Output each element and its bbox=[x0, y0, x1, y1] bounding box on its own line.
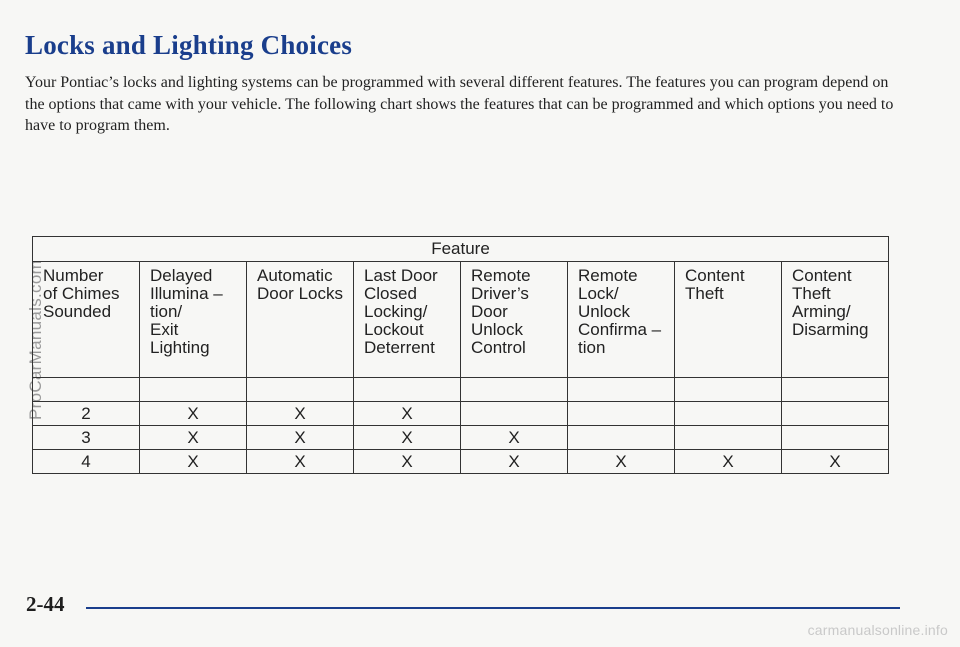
table-cell bbox=[33, 378, 140, 402]
table-cell bbox=[140, 378, 247, 402]
table-cell: X bbox=[354, 402, 461, 426]
column-header bbox=[354, 262, 461, 378]
table-cell bbox=[568, 378, 675, 402]
table-cell bbox=[568, 402, 675, 426]
table-cell: 3 bbox=[33, 426, 140, 450]
column-header-label: Delayed Illumina – tion/ Exit Lighting bbox=[150, 266, 223, 357]
table-cell: X bbox=[140, 426, 247, 450]
table-cell: X bbox=[461, 450, 568, 474]
intro-paragraph: Your Pontiac’s locks and lighting systems can be programmed with several different features. The features you can program depend on the options that came with your vehicle. The following chart shows the features that can be programmed and which options you need to have to program them. bbox=[25, 74, 894, 134]
column-header-label: Content Theft bbox=[685, 266, 745, 303]
table-row bbox=[33, 450, 889, 474]
table-cell: X bbox=[140, 402, 247, 426]
column-header-label: Remote Lock/ Unlock Confirma – tion bbox=[578, 266, 662, 357]
blank-row bbox=[33, 378, 889, 402]
feature-header: Feature bbox=[33, 237, 889, 262]
table-cell: X bbox=[247, 402, 354, 426]
table-row bbox=[33, 402, 889, 426]
page-title: Locks and Lighting Choices bbox=[25, 30, 353, 60]
column-header-label: Remote Driver’s Door Unlock Control bbox=[471, 266, 531, 357]
footer-watermark: carmanualsonline.info bbox=[807, 622, 948, 638]
table-cell bbox=[782, 378, 889, 402]
column-header bbox=[140, 262, 247, 378]
table-cell: X bbox=[568, 450, 675, 474]
features-chart bbox=[32, 236, 889, 474]
page-number: 2-44 bbox=[26, 592, 65, 616]
table-cell bbox=[461, 402, 568, 426]
table-cell bbox=[675, 402, 782, 426]
table-cell bbox=[782, 402, 889, 426]
table-cell: X bbox=[354, 450, 461, 474]
table-cell: X bbox=[354, 426, 461, 450]
column-header bbox=[568, 262, 675, 378]
table-cell bbox=[782, 426, 889, 450]
column-header-label: Content Theft Arming/ Disarming bbox=[792, 266, 869, 339]
table-cell: X bbox=[675, 450, 782, 474]
column-header bbox=[461, 262, 568, 378]
column-header-label: Number of Chimes Sounded bbox=[43, 266, 120, 321]
table-cell bbox=[675, 426, 782, 450]
table-cell: X bbox=[247, 426, 354, 450]
table-cell bbox=[247, 378, 354, 402]
table-cell: X bbox=[247, 450, 354, 474]
column-header bbox=[247, 262, 354, 378]
column-header-label: Last Door Closed Locking/ Lockout Deterrent bbox=[364, 266, 438, 357]
table-cell bbox=[461, 378, 568, 402]
table-cell: X bbox=[140, 450, 247, 474]
table-cell bbox=[675, 378, 782, 402]
table-cell: 4 bbox=[33, 450, 140, 474]
table-cell bbox=[568, 426, 675, 450]
table-row bbox=[33, 426, 889, 450]
table-cell: X bbox=[782, 450, 889, 474]
column-header bbox=[675, 262, 782, 378]
side-watermark: ProCarManuals.com bbox=[26, 259, 45, 420]
footer-rule bbox=[86, 607, 900, 609]
table-cell: 2 bbox=[33, 402, 140, 426]
table-cell: X bbox=[461, 426, 568, 450]
column-header bbox=[782, 262, 889, 378]
column-header-label: Automatic Door Locks bbox=[257, 266, 343, 303]
column-header-row bbox=[33, 262, 889, 378]
table-cell bbox=[354, 378, 461, 402]
column-header bbox=[33, 262, 140, 378]
